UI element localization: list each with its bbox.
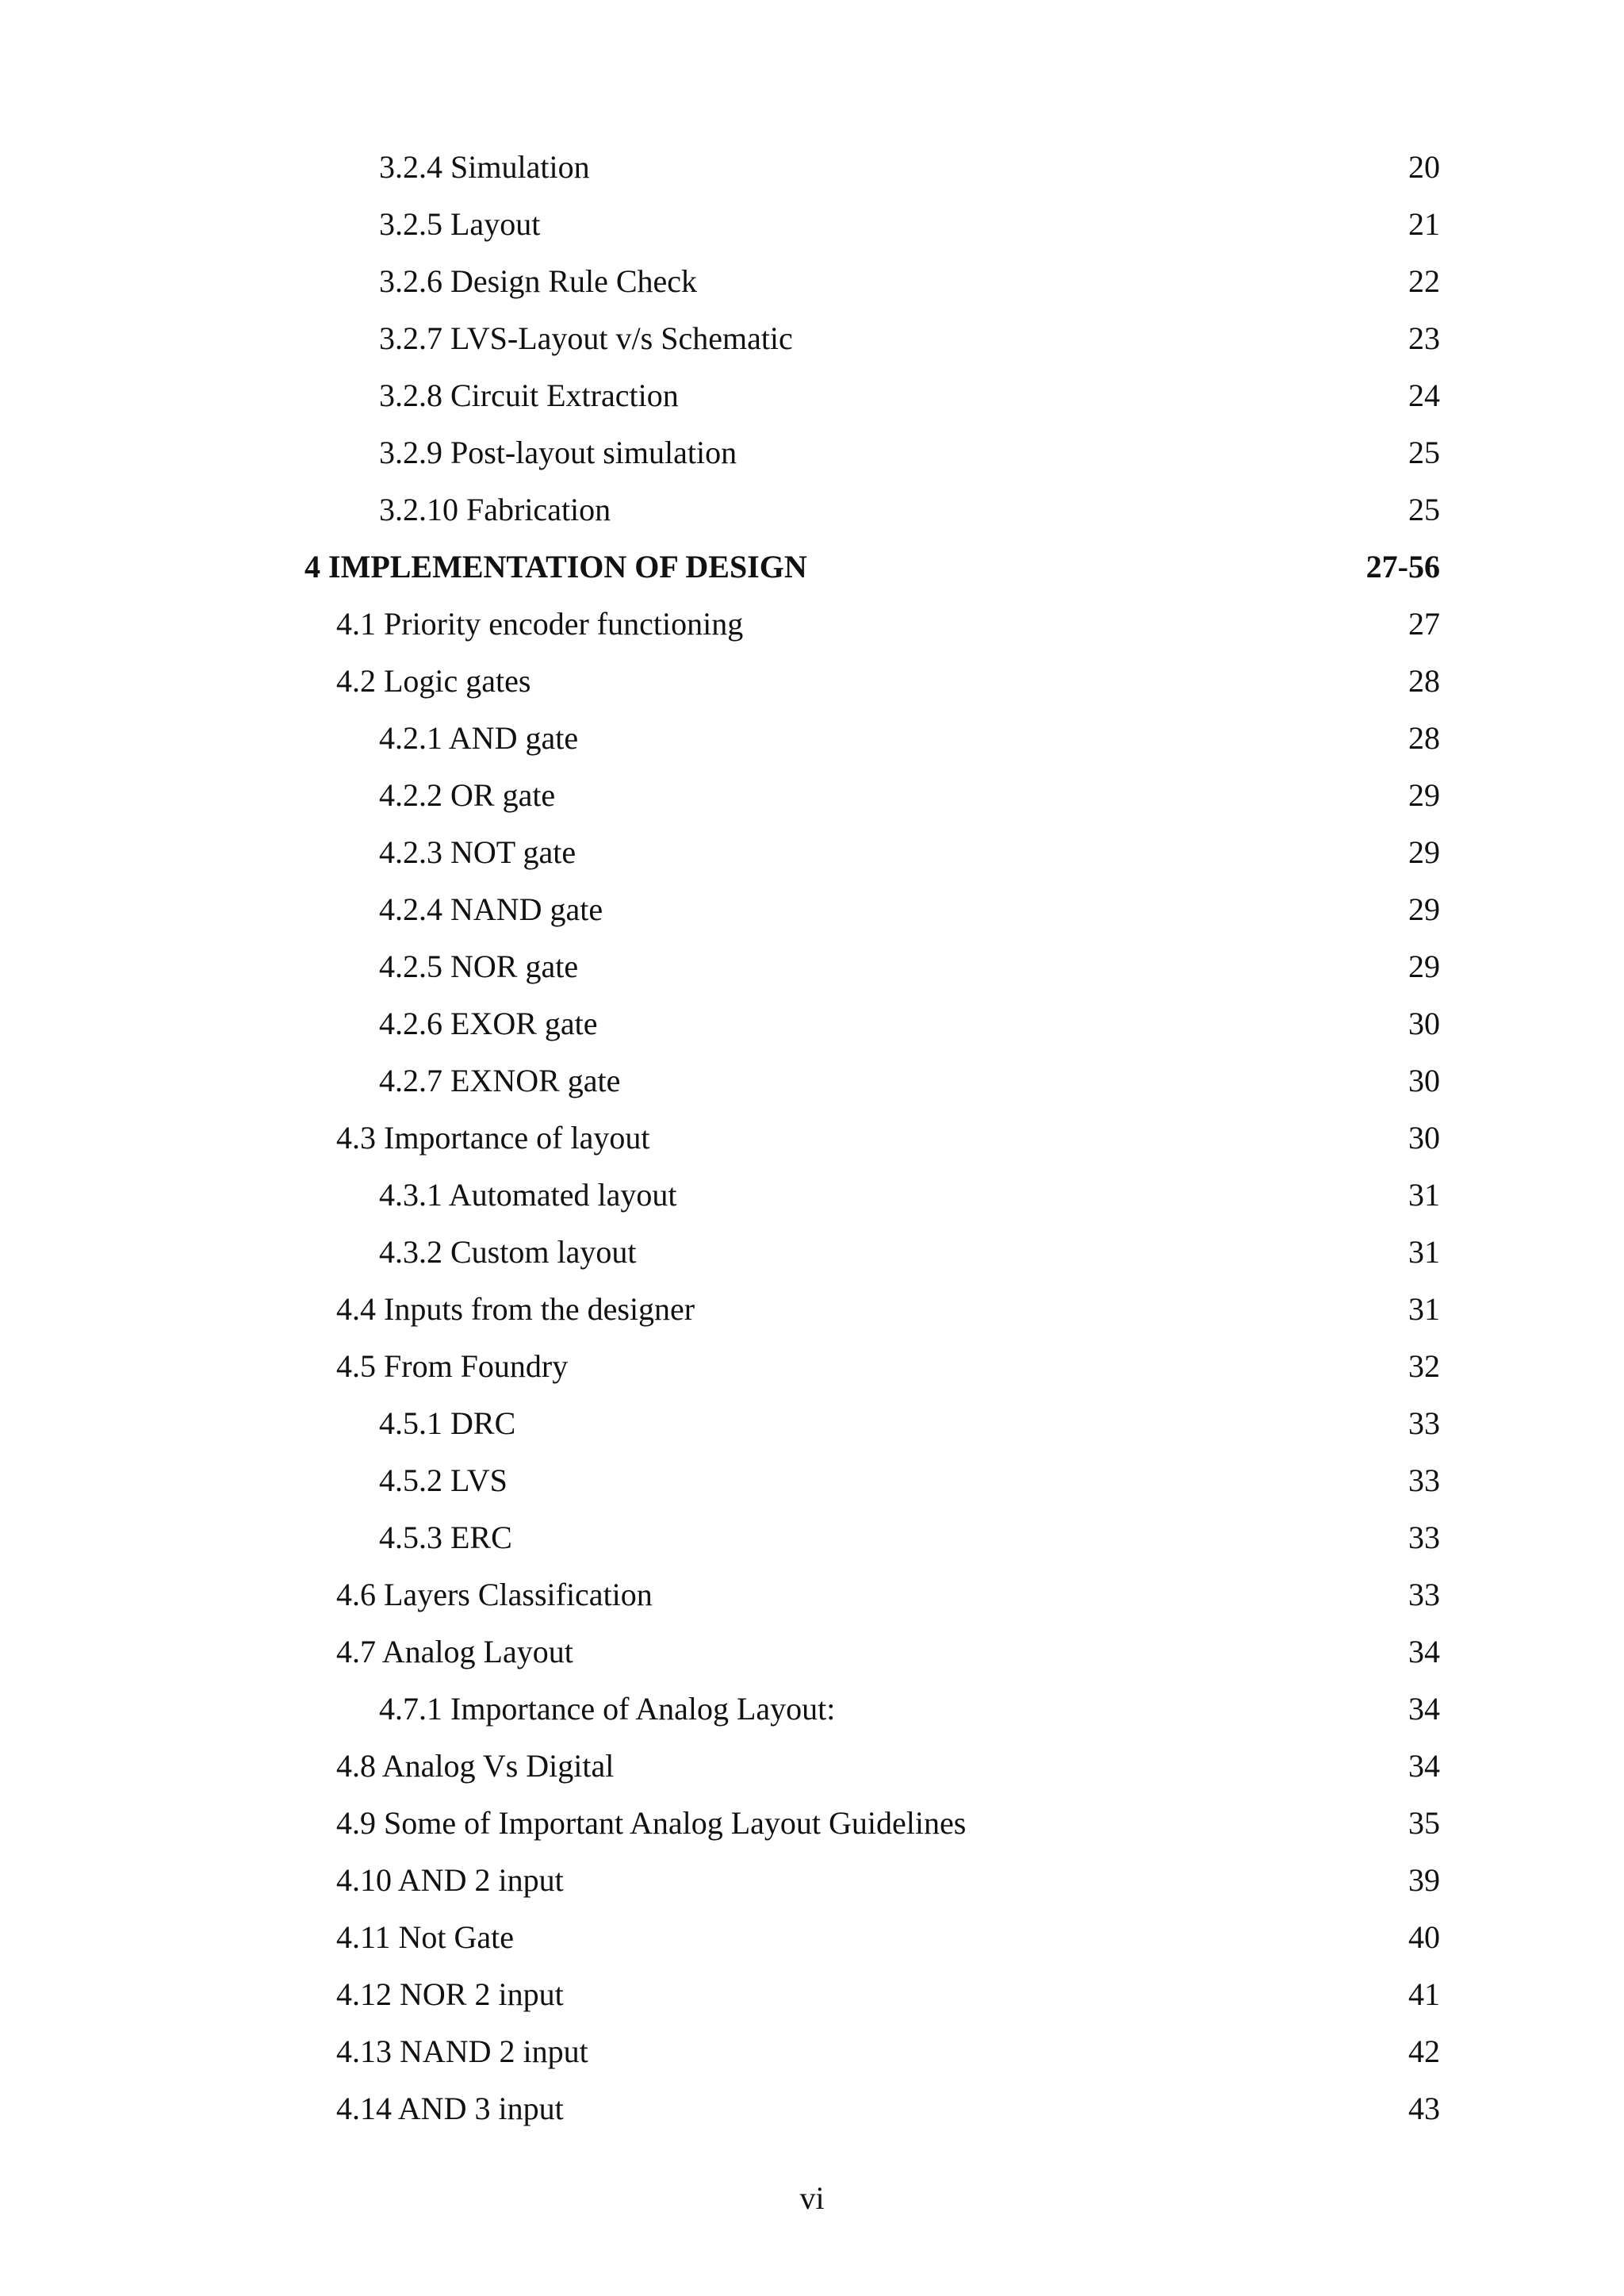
toc-entry-title: 4.2 Logic gates [336, 663, 531, 699]
toc-entry-title: 4.2.3 NOT gate [379, 834, 576, 870]
toc-entry-title: 4.9 Some of Important Analog Layout Guidelines [336, 1805, 967, 1841]
toc-entry-title: 3.2.8 Circuit Extraction [379, 378, 679, 413]
toc-entry [0, 1173, 1624, 1230]
toc-entry-title: 4.8 Analog Vs Digital [336, 1748, 615, 1784]
toc-entry [0, 1744, 1624, 1801]
toc-entry [0, 773, 1624, 830]
toc-entry-title: 4.11 Not Gate [336, 1919, 515, 1955]
toc-entry-title: 4.2.6 EXOR gate [379, 1006, 598, 1041]
toc-entry-title: 4.10 AND 2 input [336, 1862, 564, 1898]
toc-entry-title: 4.2.1 AND gate [379, 720, 579, 756]
toc-entry-title: 4.2.7 EXNOR gate [379, 1063, 621, 1098]
toc-entry-title: 4.3.1 Automated layout [379, 1177, 677, 1213]
toc-entry [0, 1401, 1624, 1458]
toc-entry-title: 4.12 NOR 2 input [336, 1976, 564, 2012]
toc-entry-page: 29 [1408, 777, 1440, 813]
toc-entry-page: 24 [1408, 378, 1440, 413]
toc-entry-title: 4.7.1 Importance of Analog Layout: [379, 1691, 836, 1727]
toc-entry [0, 1116, 1624, 1173]
toc-entry-title: 4.4 Inputs from the designer [336, 1291, 695, 1327]
toc-entry [0, 830, 1624, 887]
toc-entry-title: 4.2.5 NOR gate [379, 949, 579, 984]
toc-entry-title: 4.5 From Foundry [336, 1348, 569, 1384]
toc-entry [0, 1573, 1624, 1630]
toc-entry [0, 945, 1624, 1002]
toc-entry-title: 4.13 NAND 2 input [336, 2033, 588, 2069]
toc-entry-title: 4.5.1 DRC [379, 1405, 516, 1441]
toc-entry [0, 602, 1624, 659]
toc-entry [0, 545, 1624, 602]
toc-entry [0, 716, 1624, 773]
toc-entry [0, 1630, 1624, 1687]
toc-entry-page: 31 [1408, 1177, 1440, 1213]
toc-entry-title: 4.6 Layers Classification [336, 1577, 653, 1612]
toc-entry-title: 4.7 Analog Layout [336, 1634, 573, 1669]
toc-entry-page: 30 [1408, 1006, 1440, 1041]
toc-entry-page: 25 [1408, 435, 1440, 470]
toc-entry-page: 25 [1408, 492, 1440, 527]
toc-entry-page: 31 [1408, 1291, 1440, 1327]
toc-entry-page: 27 [1408, 606, 1440, 642]
toc-entry [0, 1287, 1624, 1344]
toc-entry-page: 31 [1408, 1234, 1440, 1270]
toc-entry [0, 431, 1624, 488]
toc-entry [0, 374, 1624, 431]
toc-entry-page: 28 [1408, 663, 1440, 699]
toc-entry-page: 32 [1408, 1348, 1440, 1384]
toc-entry-title: 4.2.2 OR gate [379, 777, 556, 813]
toc-entry-page: 30 [1408, 1120, 1440, 1156]
toc-entry-page: 40 [1408, 1919, 1440, 1955]
toc-entry [0, 316, 1624, 374]
toc-entry-page: 34 [1408, 1748, 1440, 1784]
toc-entry [0, 1458, 1624, 1516]
toc-entry [0, 1801, 1624, 1858]
toc-entry-page: 33 [1408, 1577, 1440, 1612]
toc-entry-title: 4.5.2 LVS [379, 1462, 508, 1498]
toc-entry-page: 33 [1408, 1462, 1440, 1498]
toc-entry-page: 34 [1408, 1691, 1440, 1727]
toc-entry [0, 202, 1624, 259]
toc-entry-page: 30 [1408, 1063, 1440, 1098]
toc-entry-page: 21 [1408, 206, 1440, 242]
toc-entry [0, 659, 1624, 716]
toc-entry [0, 488, 1624, 545]
toc-entry-title: 4.2.4 NAND gate [379, 891, 603, 927]
page-number: vi [799, 2180, 825, 2216]
toc-entry-page: 43 [1408, 2091, 1440, 2126]
toc-entry [0, 1516, 1624, 1573]
toc-entry-title: 4.5.3 ERC [379, 1520, 512, 1555]
toc-entry-page: 33 [1408, 1405, 1440, 1441]
toc-entry-title: 3.2.9 Post-layout simulation [379, 435, 737, 470]
toc-entry-title: 4 IMPLEMENTATION OF DESIGN [304, 549, 807, 585]
toc-entry [0, 1858, 1624, 1915]
toc-entry-title: 3.2.4 Simulation [379, 149, 590, 185]
toc-entry-page: 41 [1408, 1976, 1440, 2012]
toc-entry [0, 259, 1624, 316]
toc-entry-page: 28 [1408, 720, 1440, 756]
toc-entry-title: 4.3.2 Custom layout [379, 1234, 637, 1270]
toc-entry [0, 1972, 1624, 2030]
toc-entry [0, 887, 1624, 945]
table-of-contents [0, 145, 1624, 2144]
toc-entry-page: 27-56 [1365, 549, 1440, 585]
toc-entry-page: 35 [1408, 1805, 1440, 1841]
toc-entry-page: 29 [1408, 891, 1440, 927]
toc-entry [0, 2087, 1624, 2144]
toc-entry-title: 4.1 Priority encoder functioning [336, 606, 744, 642]
toc-entry-title: 4.14 AND 3 input [336, 2091, 564, 2126]
toc-entry-title: 3.2.6 Design Rule Check [379, 263, 698, 299]
toc-entry [0, 1915, 1624, 1972]
toc-entry [0, 1687, 1624, 1744]
toc-entry [0, 1344, 1624, 1401]
toc-entry [0, 145, 1624, 202]
toc-entry-page: 34 [1408, 1634, 1440, 1669]
toc-entry-title: 3.2.7 LVS-Layout v/s Schematic [379, 320, 793, 356]
toc-entry-page: 22 [1408, 263, 1440, 299]
toc-entry [0, 2030, 1624, 2087]
toc-entry-page: 39 [1408, 1862, 1440, 1898]
toc-entry-page: 33 [1408, 1520, 1440, 1555]
toc-entry-page: 23 [1408, 320, 1440, 356]
toc-entry-title: 3.2.10 Fabrication [379, 492, 611, 527]
toc-entry-page: 29 [1408, 834, 1440, 870]
toc-entry-title: 4.3 Importance of layout [336, 1120, 650, 1156]
toc-entry [0, 1230, 1624, 1287]
toc-entry [0, 1059, 1624, 1116]
toc-entry [0, 1002, 1624, 1059]
toc-entry-title: 3.2.5 Layout [379, 206, 541, 242]
toc-entry-page: 42 [1408, 2033, 1440, 2069]
toc-entry-page: 20 [1408, 149, 1440, 185]
toc-entry-page: 29 [1408, 949, 1440, 984]
